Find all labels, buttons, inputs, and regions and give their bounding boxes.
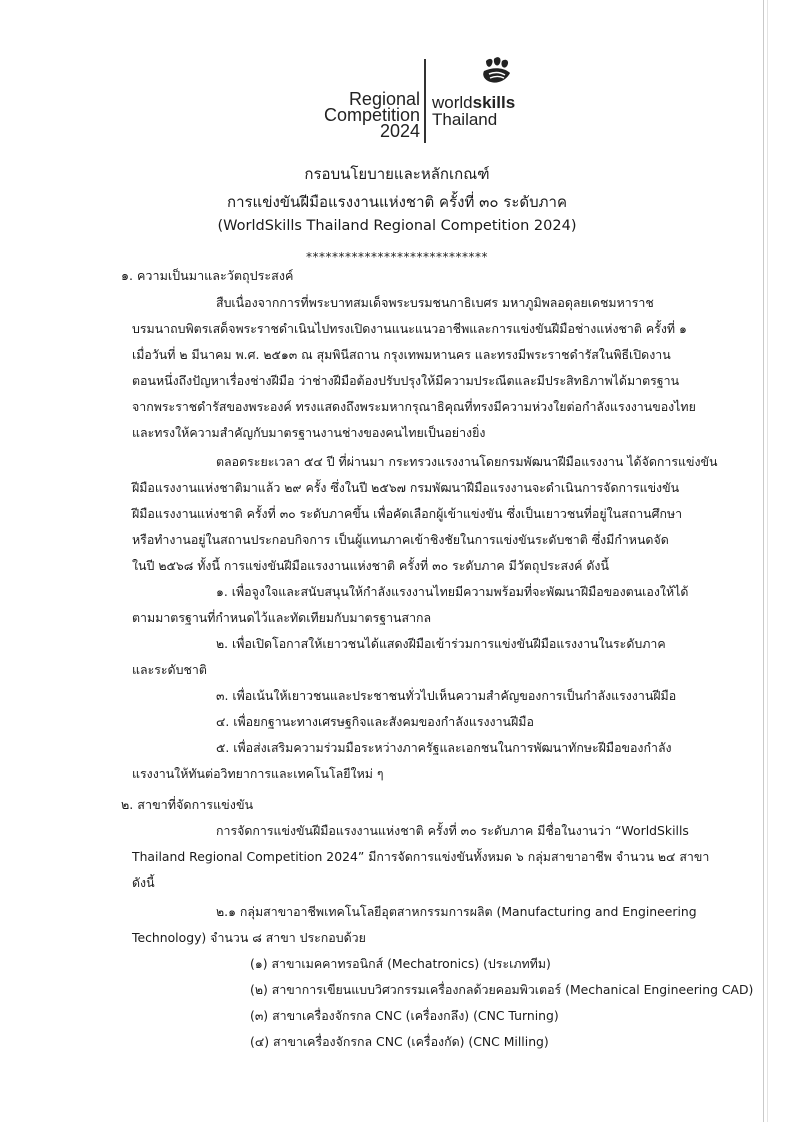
list-item: (๒) สาขาการเขียนแบบวิศวกรรมเครื่องกลด้วยคอมพิวเตอร์ (Mechanical Engineering CAD): [250, 982, 754, 997]
objective-item: ๑. เพื่อจูงใจและสนับสนุนให้กำลังแรงงานไทยมีความพร้อมที่จะพัฒนาฝีมือของตนเองให้ได้: [216, 584, 689, 599]
section-heading-2: ๒. สาขาที่จัดการแข่งขัน: [121, 797, 254, 812]
paragraph-line: สืบเนื่องจากการที่พระบาทสมเด็จพระบรมชนกาธิเบศร มหาภูมิพลอดุลยเดชมหาราช: [216, 295, 654, 310]
paragraph-line: บรมนาถบพิตรเสด็จพระราชดำเนินไปทรงเปิดงานแนะแนวอาชีพและการแข่งขันฝีมือช่างแห่งชาติ ครั้งที่ ๑: [132, 321, 687, 336]
paragraph-line: Thailand Regional Competition 2024” มีการจัดการแข่งขันทั้งหมด ๖ กลุ่มสาขาอาชีพ จำนวน ๒๔ สาขา: [132, 849, 710, 864]
logo-divider: [424, 59, 426, 143]
objective-item: ๓. เพื่อเน้นให้เยาวชนและประชาชนทั่วไปเห็นความสำคัญของการเป็นกำลังแรงงานฝีมือ: [216, 688, 677, 703]
section-heading-1: ๑. ความเป็นมาและวัตถุประสงค์: [121, 268, 294, 283]
document-subtitle: การแข่งขันฝีมือแรงงานแห่งชาติ ครั้งที่ ๓๐ ระดับภาค: [226, 193, 567, 211]
objective-item: ๔. เพื่อยกฐานะทางเศรษฐกิจและสังคมของกำลังแรงงานฝีมือ: [216, 714, 534, 729]
worldskills-hand-icon: [480, 55, 514, 91]
logo-worldskills-text: worldskills Thailand: [432, 93, 516, 129]
paragraph-line: ในปี ๒๕๖๘ ทั้งนี้ การแข่งขันฝีมือแรงงานแห่งชาติ ครั้งที่ ๓๐ ระดับภาค มีวัตถุประสงค์ ดังนี้: [132, 558, 609, 573]
list-item: (๓) สาขาเครื่องจักรกล CNC (เครื่องกลึง) (CNC Turning): [250, 1008, 559, 1023]
title-divider: ****************************: [306, 250, 488, 264]
paragraph-line: ฝีมือแรงงานแห่งชาติมาแล้ว ๒๙ ครั้ง ซึ่งในปี ๒๕๖๗ กรมพัฒนาฝีมือแรงงานจะดำเนินการจัดการแข่งขัน: [132, 480, 680, 495]
paragraph-line: แรงงานให้ทันต่อวิทยาการและเทคโนโลยีใหม่ ๆ: [132, 766, 384, 781]
list-item: (๑) สาขาเมคคาทรอนิกส์ (Mechatronics) (ประเภททีม): [250, 956, 551, 971]
subsection-heading: ๒.๑ กลุ่มสาขาอาชีพเทคโนโลยีอุตสาหกรรมการผลิต (Manufacturing and Engineering: [216, 904, 697, 919]
paragraph-line: เมื่อวันที่ ๒ มีนาคม พ.ศ. ๒๕๑๓ ณ สุมพินีสถาน กรุงเทพมหานคร และทรงมีพระราชดำรัสในพิธีเปิดงาน: [132, 347, 671, 362]
paragraph-line: และทรงให้ความสำคัญกับมาตรฐานงานช่างของคนไทยเป็นอย่างยิ่ง: [132, 425, 486, 440]
competition-logo: [300, 55, 540, 145]
paragraph-line: และระดับชาติ: [132, 662, 207, 677]
paragraph-line: Technology) จำนวน ๘ สาขา ประกอบด้วย: [132, 930, 366, 945]
paragraph-line: ตลอดระยะเวลา ๕๔ ปี ที่ผ่านมา กระทรวงแรงงานโดยกรมพัฒนาฝีมือแรงงาน ได้จัดการแข่งขัน: [216, 454, 718, 469]
paragraph-line: การจัดการแข่งขันฝีมือแรงงานแห่งชาติ ครั้งที่ ๓๐ ระดับภาค มีชื่อในงานว่า “WorldSkills: [216, 823, 689, 838]
objective-item: ๕. เพื่อส่งเสริมความร่วมมือระหว่างภาครัฐและเอกชนในการพัฒนาทักษะฝีมือของกำลัง: [216, 740, 672, 755]
document-subtitle-english: (WorldSkills Thailand Regional Competition 2024): [217, 218, 577, 234]
paragraph-line: ตามมาตรฐานที่กำหนดไว้และทัดเทียมกับมาตรฐานสากล: [132, 610, 432, 625]
paragraph-line: ฝีมือแรงงานแห่งชาติ ครั้งที่ ๓๐ ระดับภาคขึ้น เพื่อคัดเลือกผู้เข้าแข่งขัน ซึ่งเป็นเยาวชนที่อยู่ในสถานศึกษา: [132, 506, 683, 521]
list-item: (๔) สาขาเครื่องจักรกล CNC (เครื่องกัด) (CNC Milling): [250, 1034, 549, 1049]
document-title: กรอบนโยบายและหลักเกณฑ์: [304, 165, 490, 183]
logo-regional-text: Regional Competition 2024: [323, 89, 420, 141]
objective-item: ๒. เพื่อเปิดโอกาสให้เยาวชนได้แสดงฝีมือเข้าร่วมการแข่งขันฝีมือแรงงานในระดับภาค: [216, 636, 666, 651]
paragraph-line: จากพระราชดำรัสของพระองค์ ทรงแสดงถึงพระมหากรุณาธิคุณที่ทรงมีความห่วงใยต่อกำลังแรงงานของไทย: [132, 399, 696, 414]
paragraph-line: ตอนหนึ่งถึงปัญหาเรื่องช่างฝีมือ ว่าช่างฝีมือต้องปรับปรุงให้มีความประณีตและมีประสิทธิภาพได้มาตรฐาน: [132, 373, 680, 388]
paragraph-line: ดังนี้: [132, 875, 155, 890]
paragraph-line: หรือทำงานอยู่ในสถานประกอบกิจการ เป็นผู้แทนภาคเข้าชิงชัยในการแข่งขันระดับชาติ ซึ่งมีกำหนดจัด: [132, 532, 669, 547]
